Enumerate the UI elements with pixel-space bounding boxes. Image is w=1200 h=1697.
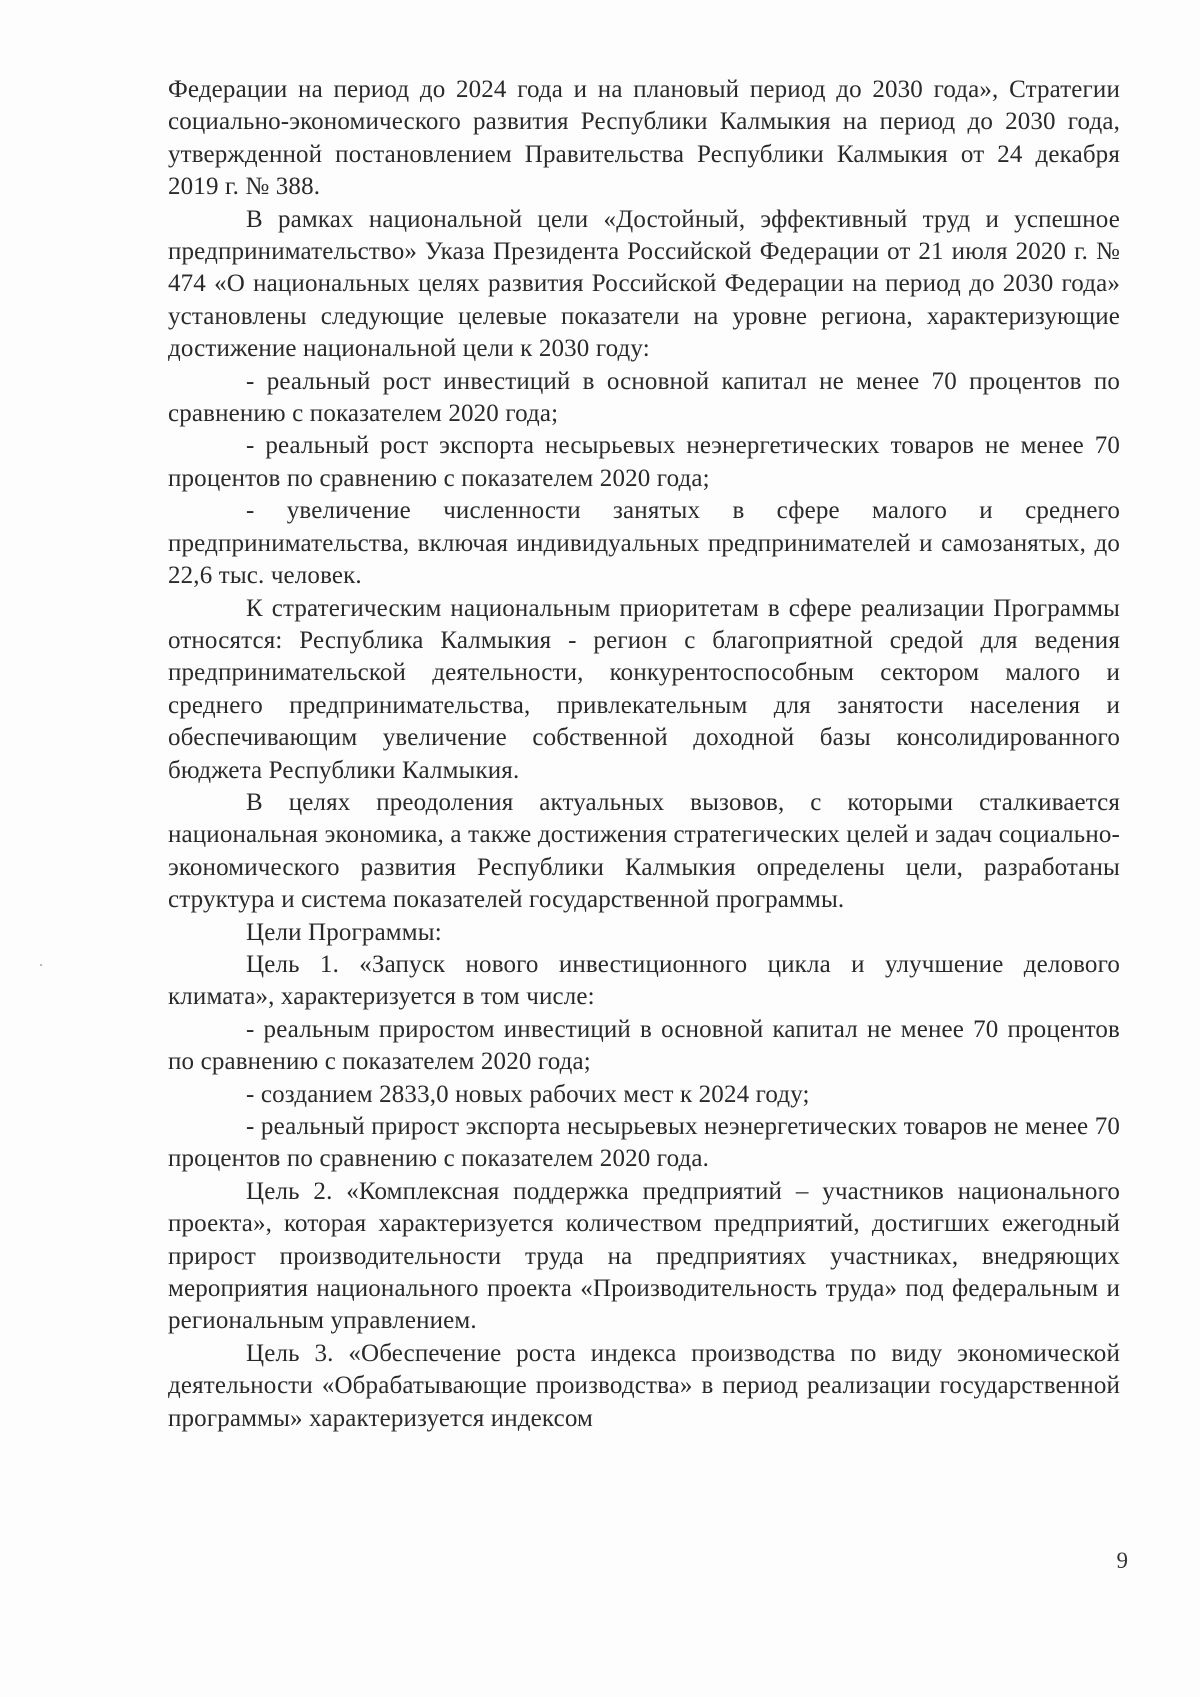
paragraph-investment-growth: - реальный рост инвестиций в основной капитал не менее 70 процентов по сравнению с показателем 2020 года; — [168, 367, 1120, 428]
paragraph-sme-employment: - увеличение численности занятых в сфере малого и среднего предпринимательства, включая индивидуальных предпринимателей и самозанятых, до 22,6 тыс. человек. — [168, 497, 1120, 590]
paragraph-goal-1-export: - реальный прирост экспорта несырьевых неэнергетических товаров не менее 70 процентов по сравнению с показателем 2020 года. — [168, 1113, 1120, 1173]
paragraph-challenges: В целях преодоления актуальных вызовов, с которыми сталкивается национальная экономика, а также достижения стратегических целей и задач социально-экономического развития Республики Калмыкия определены цели, разработаны структура и система показателей государственной программы. — [168, 788, 1120, 914]
paragraph-strategy-reference: Федерации на период до 2024 года и на плановый период до 2030 года», Стратегии социально-экономического развития Республики Калмыкия на период до 2030 года, утвержденной постановлением Правительства Республики Калмыкия от 24 декабря 2019 г. № 388. — [168, 76, 1120, 201]
paragraph-program-goals-heading: Цели Программы: — [246, 918, 442, 946]
page-number: 9 — [1116, 1548, 1128, 1573]
paragraph-goal-1-investment: - реальным приростом инвестиций в основной капитал не менее 70 процентов по сравнению с показателем 2020 года; — [168, 1015, 1120, 1076]
paragraph-goal-1-jobs: - созданием 2833,0 новых рабочих мест к 2024 году; — [246, 1080, 810, 1108]
paragraph-export-growth: - реальный рост экспорта несырьевых неэнергетических товаров не менее 70 процентов по сравнению с показателем 2020 года; — [168, 432, 1120, 492]
scan-speck — [40, 964, 42, 966]
paragraph-goal-3: Цель 3. «Обеспечение роста индекса производства по виду экономической деятельности «Обрабатывающие производства» в период реализации государственной программы» характеризуется индексом — [168, 1339, 1120, 1432]
paragraph-strategic-priorities: К стратегическим национальным приоритетам в сфере реализации Программы относятся: Республика Калмыкия - регион с благоприятной средой для ведения предпринимательской деятельности, конкурентоспособным сектором малого и среднего предпринимательства, привлекательным для занятости населения и обеспечивающим увеличение собственной доходной базы консолидированного бюджета Республики Калмыкия. — [168, 594, 1120, 784]
document-body — [168, 74, 1120, 1435]
paragraph-national-goal: В рамках национальной цели «Достойный, эффективный труд и успешное предпринимательство» Указа Президента Российской Федерации от 21 июля 2020 г. № 474 «О национальных целях развития Российской Федерации на период до 2030 года» установлены следующие целевые показатели на уровне региона, характеризующие достижение национальной цели к 2030 году: — [168, 205, 1120, 363]
paragraph-goal-1: Цель 1. «Запуск нового инвестиционного цикла и улучшение делового климата», характеризуется в том числе: — [168, 950, 1120, 1011]
paragraph-goal-2: Цель 2. «Комплексная поддержка предприятий – участников национального проекта», которая характеризуется количеством предприятий, достигших ежегодный прирост производительности труда на предприятиях участниках, внедряющих мероприятия национального проекта «Производительность труда» под федеральным и региональным управлением. — [168, 1177, 1120, 1335]
